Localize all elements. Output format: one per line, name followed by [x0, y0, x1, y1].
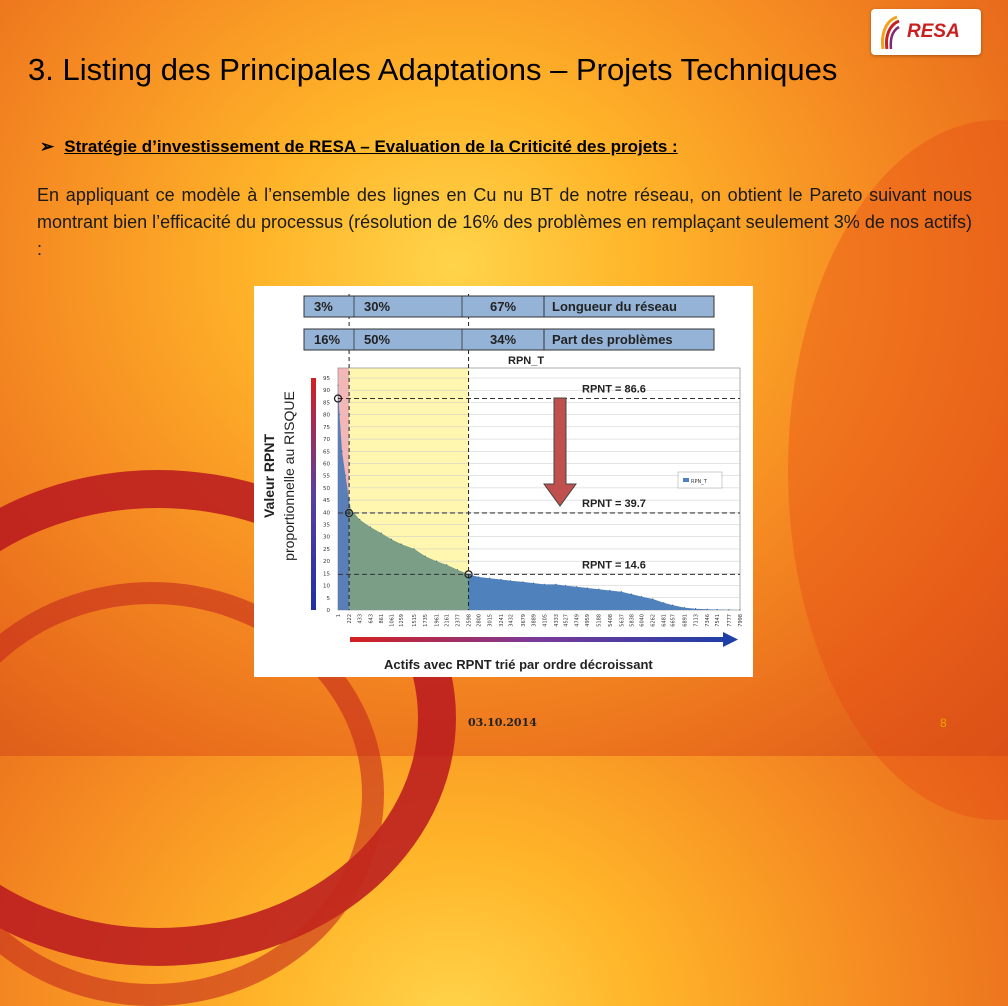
- data-point: [500, 579, 501, 580]
- x-tick-label: 2598: [466, 614, 473, 627]
- data-point: [544, 584, 545, 585]
- data-point: [631, 594, 632, 595]
- y-tick-label: 35: [323, 522, 330, 529]
- data-point: [707, 609, 708, 610]
- level-label: RPNT = 86.6: [582, 383, 646, 396]
- y-tick-label: 10: [323, 583, 330, 590]
- pareto-chart: [254, 286, 753, 677]
- data-point: [695, 608, 696, 609]
- x-tick-label: 3679: [520, 614, 527, 627]
- x-tick-label: 222: [347, 614, 354, 624]
- x-tick-label: 1061: [389, 614, 396, 627]
- y-tick-label: 40: [323, 510, 330, 517]
- data-point: [576, 586, 577, 587]
- resa-logo-mark-icon: [879, 15, 901, 51]
- data-point: [716, 609, 717, 610]
- y-tick-label: 25: [323, 546, 330, 553]
- y-tick-label: 5: [326, 595, 330, 602]
- header-value: 50%: [364, 332, 391, 347]
- x-tick-label: 3889: [531, 614, 538, 627]
- x-axis-arrow-bar: [350, 637, 725, 642]
- x-tick-label: 7346: [705, 614, 712, 627]
- x-tick-label: 6481: [661, 614, 668, 627]
- x-tick-label: 6262: [650, 614, 657, 627]
- risk-color-bar: [311, 378, 316, 610]
- resa-logo: [871, 9, 981, 55]
- data-point: [555, 584, 556, 585]
- data-point: [739, 609, 740, 610]
- header-label: Part des problèmes: [552, 332, 673, 347]
- x-tick-label: 3015: [487, 614, 494, 627]
- data-point: [489, 578, 490, 579]
- x-tick-label: 433: [357, 614, 364, 624]
- bullet-heading: [40, 137, 678, 157]
- series-title: RPN_T: [508, 355, 545, 367]
- y-axis-label-2: proportionnelle au RISQUE: [281, 391, 297, 561]
- data-point: [337, 385, 338, 386]
- y-tick-label: 0: [326, 608, 330, 614]
- x-tick-label: 5838: [629, 614, 636, 627]
- data-point: [381, 532, 382, 533]
- header-value: 34%: [490, 332, 517, 347]
- down-arrow: [544, 398, 576, 506]
- x-tick-label: 5188: [596, 614, 603, 627]
- x-tick-label: 4749: [574, 614, 581, 627]
- series-area-tail: [469, 574, 741, 610]
- data-point: [478, 576, 479, 577]
- y-tick-label: 30: [323, 534, 330, 541]
- logo-text: RESA: [907, 21, 960, 42]
- x-tick-label: 6891: [682, 614, 689, 627]
- data-point: [533, 583, 534, 584]
- data-point: [391, 539, 392, 540]
- data-point: [359, 519, 360, 520]
- header-value: 16%: [314, 332, 341, 347]
- data-point: [339, 414, 340, 415]
- data-point: [414, 548, 415, 549]
- data-point: [565, 585, 566, 586]
- data-point: [672, 605, 673, 606]
- data-point: [446, 564, 447, 565]
- y-tick-label: 80: [323, 412, 330, 419]
- x-tick-label: 861: [379, 614, 386, 624]
- y-tick-label: 65: [323, 449, 330, 456]
- x-tick-label: 1: [336, 614, 342, 618]
- y-tick-label: 95: [323, 376, 330, 382]
- y-tick-label: 20: [323, 559, 330, 566]
- y-tick-label: 90: [323, 388, 330, 395]
- y-tick-label: 60: [323, 461, 330, 468]
- y-tick-label: 15: [323, 571, 330, 578]
- y-tick-label: 45: [323, 498, 330, 505]
- header-value: 30%: [364, 299, 391, 314]
- x-tick-label: 1259: [399, 614, 406, 627]
- data-point: [401, 543, 402, 544]
- y-tick-label: 75: [323, 424, 330, 431]
- legend-swatch: [683, 478, 689, 482]
- data-point: [728, 609, 729, 610]
- body-paragraph: En appliquant ce modèle à l’ensemble des lignes en Cu nu BT de notre réseau, on obtient le Pareto suivant nous montrant bien l’efficacité du processus (résolution de 16% des problèmes en remplaçant seulement 3% de nos actifs) :: [37, 185, 972, 259]
- x-tick-label: 7777: [726, 614, 733, 627]
- x-tick-label: 5408: [607, 614, 614, 627]
- footer-date: 03.10.2014: [468, 716, 537, 729]
- x-tick-label: 3241: [498, 614, 505, 627]
- y-tick-label: 50: [323, 485, 330, 492]
- x-tick-label: 7113: [693, 614, 700, 627]
- y-tick-label: 70: [323, 437, 330, 444]
- data-point: [609, 590, 610, 591]
- y-tick-label: 85: [323, 400, 330, 407]
- x-tick-label: 2377: [455, 614, 462, 627]
- data-point: [641, 596, 642, 597]
- page-number: 8: [940, 716, 947, 730]
- x-tick-label: 4105: [542, 614, 549, 627]
- x-tick-label: 1735: [423, 614, 430, 627]
- x-tick-label: 6657: [670, 614, 677, 627]
- y-tick-label: 55: [323, 473, 330, 480]
- header-value: 67%: [490, 299, 517, 314]
- x-tick-label: 643: [368, 614, 375, 624]
- data-point: [341, 451, 342, 452]
- data-point: [587, 587, 588, 588]
- y-axis-label-1: Valeur RPNT: [261, 433, 277, 519]
- data-point: [425, 556, 426, 557]
- data-point: [598, 589, 599, 590]
- data-point: [370, 526, 371, 527]
- data-point: [621, 591, 622, 592]
- data-point: [652, 598, 653, 599]
- x-tick-label: 4333: [553, 614, 560, 627]
- x-tick-label: 2161: [444, 614, 451, 627]
- x-tick-label: 2800: [476, 614, 483, 627]
- x-tick-label: 5637: [619, 614, 626, 627]
- header-label: Longueur du réseau: [552, 299, 677, 314]
- data-point: [457, 569, 458, 570]
- bullet-arrow-icon: ➢: [40, 137, 55, 156]
- x-tick-label: 6040: [639, 614, 646, 627]
- data-point: [663, 602, 664, 603]
- x-tick-label: 7998: [738, 614, 744, 627]
- x-tick-label: 1515: [412, 614, 419, 627]
- x-axis-label: Actifs avec RPNT trié par ordre décroissant: [384, 657, 653, 672]
- level-label: RPNT = 39.7: [582, 498, 646, 511]
- data-point: [522, 581, 523, 582]
- bullet-text: Stratégie d’investissement de RESA – Evaluation de la Criticité des projets :: [64, 137, 678, 156]
- x-tick-label: 1961: [434, 614, 441, 627]
- x-axis-arrow-head: [723, 632, 738, 647]
- header-value: 3%: [314, 299, 333, 314]
- data-point: [684, 607, 685, 608]
- x-tick-label: 3432: [508, 614, 515, 627]
- x-tick-label: 7541: [715, 614, 721, 627]
- data-point: [510, 580, 511, 581]
- level-label: RPNT = 14.6: [582, 559, 646, 572]
- slide-title: 3. Listing des Principales Adaptations – Projets Techniques: [28, 52, 838, 87]
- x-tick-label: 4527: [563, 614, 570, 627]
- x-tick-label: 4959: [585, 614, 592, 627]
- data-point: [436, 561, 437, 562]
- legend-label: RPN_T: [691, 479, 707, 485]
- data-point: [345, 475, 346, 476]
